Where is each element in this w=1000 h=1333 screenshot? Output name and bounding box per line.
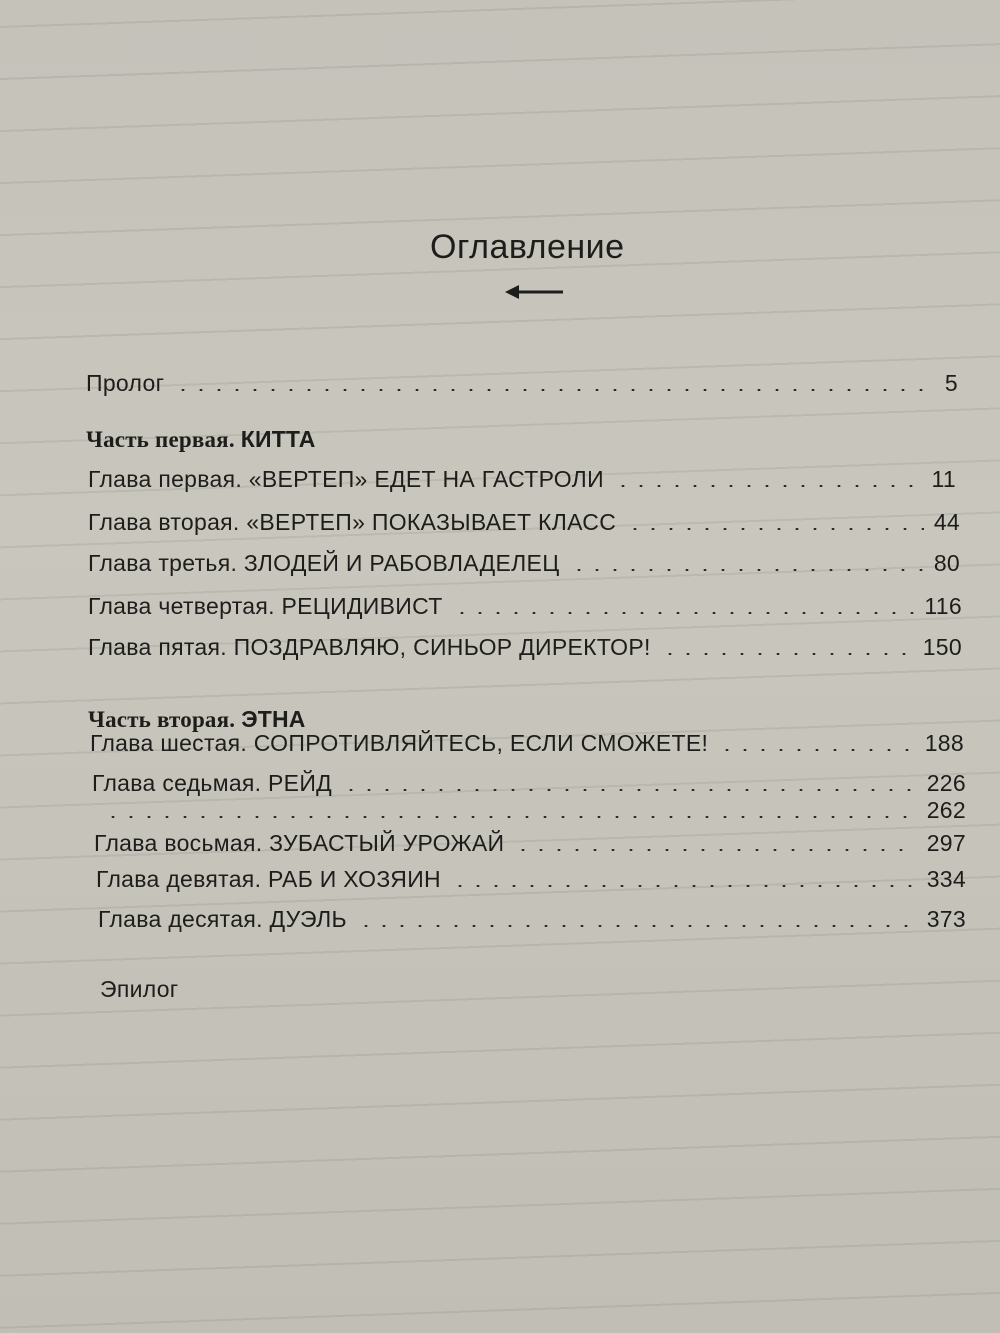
toc-entry-chapter-5 [88, 634, 962, 661]
toc-entry-label: Глава вторая. «ВЕРТЕП» ПОКАЗЫВАЕТ КЛАСС [88, 509, 617, 535]
toc-entry-page: 80 [933, 550, 960, 576]
leader-dots [626, 528, 924, 530]
toc-entry-page: 150 [922, 634, 962, 660]
toc-entry-page: 188 [924, 730, 964, 756]
part-heading-name: КИТТА [240, 426, 316, 452]
leader-dots [453, 612, 915, 614]
part-heading-name: ЭТНА [241, 706, 306, 732]
leader-dots [174, 389, 928, 391]
part-heading-2 [88, 706, 306, 733]
leader-dots [342, 789, 917, 791]
toc-entry-epilogue [100, 976, 966, 1003]
leader-dots [451, 885, 917, 887]
toc-entry-label: Глава четвертая. РЕЦИДИВИСТ [88, 593, 443, 619]
toc-entry-page: 11 [931, 466, 956, 492]
arrow-left-icon [505, 282, 565, 302]
toc-entry-chapter-8 [94, 797, 966, 824]
toc-entry-label: Глава седьмая. РЕЙД [92, 770, 333, 796]
leader-dots [614, 485, 922, 487]
page-title: Оглавление [430, 228, 625, 266]
leader-dots [718, 749, 914, 751]
leader-dots [661, 653, 913, 655]
part-heading-prefix: Часть первая. [86, 427, 235, 452]
toc-entry-label: Глава шестая. СОПРОТИВЛЯЙТЕСЬ, ЕСЛИ СМОЖЕТЕ! [90, 730, 709, 756]
toc-entry-page: 5 [944, 370, 958, 396]
toc-entry-chapter-6 [90, 730, 964, 757]
leader-dots [104, 816, 917, 818]
toc-entry-page: 44 [933, 509, 960, 535]
toc-entry-page: 262 [926, 797, 966, 823]
toc-entry-chapter-11 [98, 906, 966, 933]
toc-entry-prologue [86, 370, 958, 397]
leader-dots [570, 569, 924, 571]
toc-entry-label: Глава третья. ЗЛОДЕЙ И РАБОВЛАДЕЛЕЦ [88, 550, 560, 576]
toc-entry-page: 226 [926, 770, 966, 796]
part-heading-1 [86, 426, 316, 453]
toc-entry-chapter-9 [94, 830, 966, 857]
toc-entry-label: Эпилог [100, 976, 179, 1002]
toc-entry-page: 373 [926, 906, 966, 932]
leader-dots [357, 925, 917, 927]
toc-entry-label: Глава восьмая. ЗУБАСТЫЙ УРОЖАЙ [94, 830, 505, 856]
toc-entry-label: Глава первая. «ВЕРТЕП» ЕДЕТ НА ГАСТРОЛИ [88, 466, 604, 492]
toc-entry-chapter-7 [92, 770, 966, 797]
toc-entry-label: Глава пятая. ПОЗДРАВЛЯЮ, СИНЬОР ДИРЕКТОР! [88, 634, 651, 660]
part-heading-prefix: Часть вторая. [88, 707, 236, 732]
toc-entry-chapter-4 [88, 593, 962, 620]
toc-entry-page: 116 [924, 593, 962, 619]
toc-entry-chapter-1 [88, 466, 956, 493]
toc-entry-chapter-10 [96, 866, 966, 893]
toc-entry-label: Глава девятая. РАБ И ХОЗЯИН [96, 866, 441, 892]
toc-entry-label: Пролог [86, 370, 165, 396]
leader-dots [514, 849, 916, 851]
toc-entry-page: 297 [926, 830, 966, 856]
toc-entry-page: 334 [926, 866, 966, 892]
toc-entry-chapter-2 [88, 509, 960, 536]
toc-entry-label: Глава десятая. ДУЭЛЬ [98, 906, 347, 932]
toc-entry-chapter-3 [88, 550, 960, 577]
